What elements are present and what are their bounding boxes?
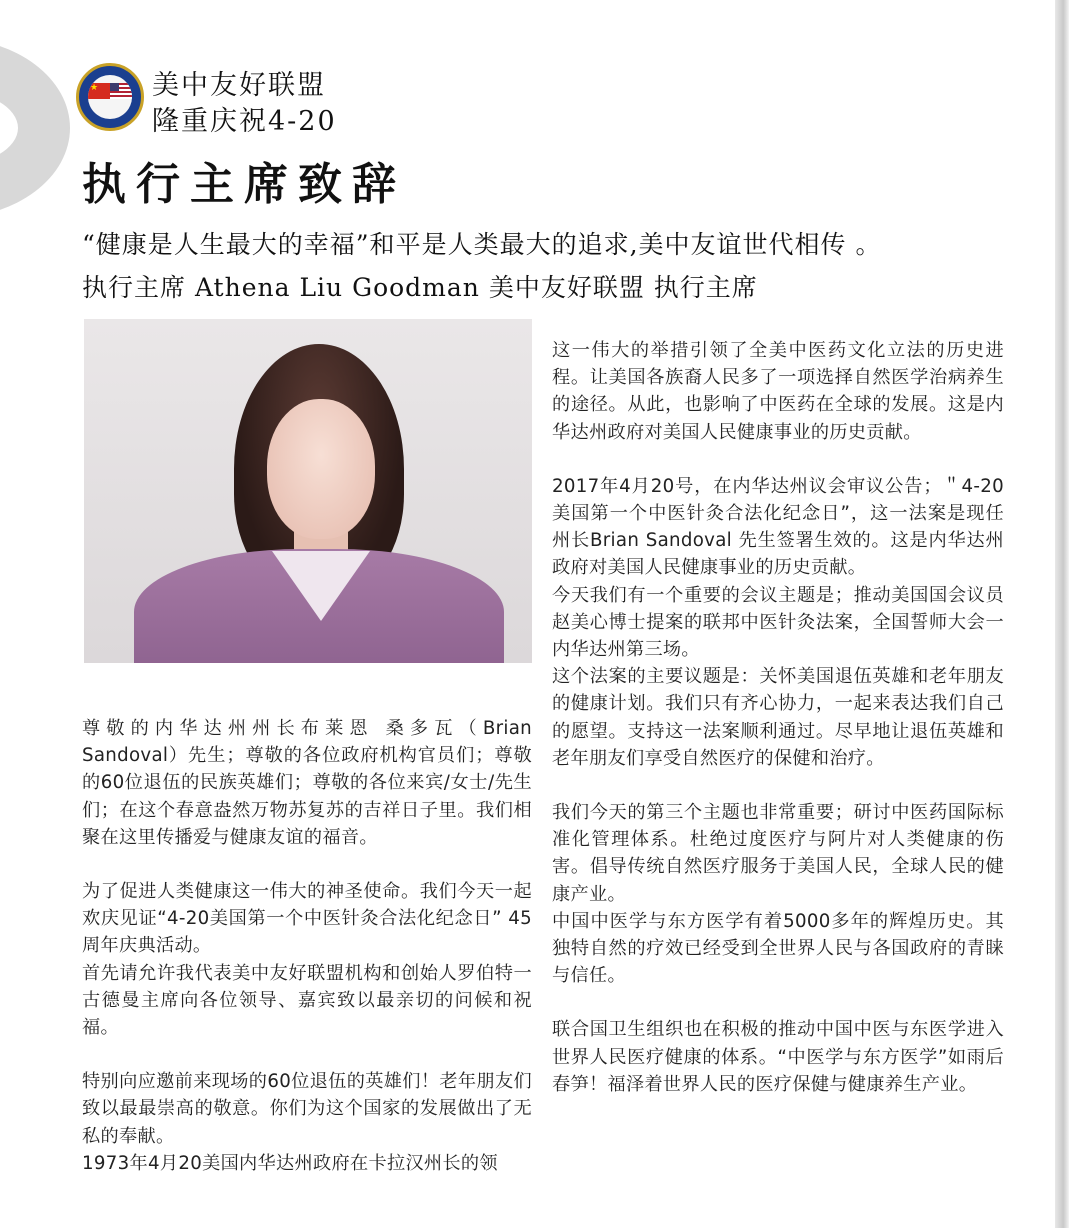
paragraph-gap xyxy=(552,446,1004,473)
paragraph: 今天我们有一个重要的会议主题是；推动美国国会议员赵美心博士提案的联邦中医针灸法案，全国誓师大会一内华达州第三场。 xyxy=(552,584,1004,661)
paragraph: 首先请允许我代表美中友好联盟机构和创始人罗伯特一古德曼主席向各位领导、嘉宾致以最亲切的问候和祝福。 xyxy=(82,962,532,1039)
paragraph-gap xyxy=(552,772,1004,799)
china-flag-icon xyxy=(88,83,110,99)
page-title: 执行主席致辞 xyxy=(82,159,406,210)
paragraph: 2017年4月20号，在内华达州议会审议公告；＂4-20美国第一个中医针灸合法化纪念日”，这一法案是现任州长Brian Sandoval 先生签署生效的。这是内华达州政府对美国人民健康事业的历史贡献。 xyxy=(552,475,1004,579)
headline-quote: “健康是人生最大的幸福”和平是人类最大的追求,美中友谊世代相传 。 xyxy=(82,230,882,259)
organization-logo xyxy=(76,63,144,131)
paragraph: 尊敬的内华达州州长布莱恩 桑多瓦（Brian Sandoval）先生；尊敬的各位政府机构官员们；尊敬的60位退伍的民族英雄们；尊敬的各位来宾/女士/先生们；在这个春意盎然万物苏复苏的吉祥日子里。我们相聚在这里传播爱与健康友谊的福音。 xyxy=(82,718,532,848)
paragraph: 这个法案的主要议题是：关怀美国退伍英雄和老年朋友的健康计划。我们只有齐心协力，一起来表达我们自己的愿望。支持这一法案顺利通过。尽早地让退伍英雄和老年朋友们享受自然医疗的保健和治疗。 xyxy=(552,666,1004,769)
paragraph-gap xyxy=(82,851,532,878)
event-subtitle: 隆重庆祝4-20 xyxy=(152,106,337,137)
paragraph: 为了促进人类健康这一伟大的神圣使命。我们今天一起欢庆见证“4-20美国第一个中医针灸合法化纪念日” 45周年庆典活动。 xyxy=(82,881,532,957)
paragraph: 联合国卫生组织也在积极的推动中国中医与东医学进入世界人民医疗健康的体系。“中医学与东方医学”如雨后春笋！福泽着世界人民的医疗保健与健康养生产业。 xyxy=(552,1019,1004,1095)
organization-name: 美中友好联盟 xyxy=(152,70,326,101)
paragraph: 1973年4月20美国内华达州政府在卡拉汉州长的领 xyxy=(82,1152,498,1174)
right-text-column xyxy=(552,337,1004,1098)
usa-flag-icon xyxy=(110,83,132,99)
author-byline: 执行主席 Athena Liu Goodman 美中友好联盟 执行主席 xyxy=(82,273,758,302)
logo-emblem xyxy=(88,75,132,119)
paragraph: 我们今天的第三个主题也非常重要；研讨中医药国际标准化管理体系。杜绝过度医疗与阿片对人类健康的伤害。倡导传统自然医疗服务于美国人民，全球人民的健康产业。 xyxy=(552,802,1004,905)
paragraph-gap xyxy=(552,989,1004,1016)
paragraph: 中国中医学与东方医学有着5000多年的辉煌历史。其独特自然的疗效已经受到全世界人民与各国政府的青睐与信任。 xyxy=(552,910,1004,987)
left-text-column xyxy=(82,715,532,1177)
portrait-photo xyxy=(84,319,532,663)
paragraph-gap xyxy=(82,1041,532,1068)
decorative-arc xyxy=(0,38,70,218)
paragraph: 这一伟大的举措引领了全美中医药文化立法的历史进程。让美国各族裔人民多了一项选择自然医学治病养生的途径。从此，也影响了中医药在全球的发展。这是内华达州政府对美国人民健康事业的历史贡献。 xyxy=(552,340,1004,443)
paragraph: 特别向应邀前来现场的60位退伍的英雄们！老年朋友们致以最最崇高的敬意。你们为这个国家的发展做出了无私的奉献。 xyxy=(82,1071,532,1147)
portrait-face xyxy=(267,399,375,539)
page-edge-strip xyxy=(1055,0,1069,1228)
